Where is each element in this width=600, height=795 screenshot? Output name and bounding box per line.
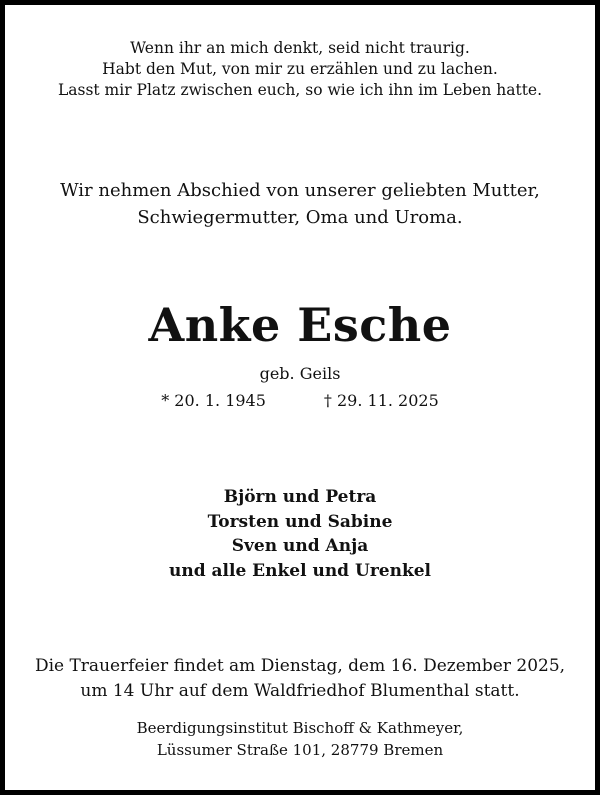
undertaker-line: Beerdigungsinstitut Bischoff & Kathmeyer, <box>136 719 464 737</box>
death-date: † 29. 11. 2025 <box>323 391 439 410</box>
family-member: Sven und Anja <box>231 536 369 556</box>
maiden-name: geb. Geils <box>259 364 341 383</box>
life-dates <box>5 389 595 413</box>
undertaker-line: Lüssumer Straße 101, 28779 Bremen <box>156 741 444 759</box>
poem <box>5 38 595 101</box>
poem-line: Lasst mir Platz zwischen euch, so wie ich ihn im Leben hatte. <box>57 81 543 99</box>
birth-date: * 20. 1. 1945 <box>161 391 266 410</box>
ceremony-info <box>5 654 595 703</box>
ceremony-line: um 14 Uhr auf dem Waldfriedhof Blumenthal statt. <box>80 680 520 701</box>
farewell-intro <box>5 177 595 231</box>
poem-line: Habt den Mut, von mir zu erzählen und zu lachen. <box>102 60 498 78</box>
intro-line: Wir nehmen Abschied von unserer geliebten Mutter, <box>60 180 540 201</box>
family-member: Torsten und Sabine <box>207 511 393 532</box>
family-member: Björn und Petra <box>223 487 377 507</box>
family-member: und alle Enkel und Urenkel <box>168 560 431 581</box>
family-list <box>5 485 595 583</box>
deceased-name: Anke Esche <box>148 298 452 352</box>
intro-line: Schwiegermutter, Oma und Uroma. <box>137 207 463 228</box>
poem-line: Wenn ihr an mich denkt, seid nicht traurig. <box>130 39 470 57</box>
undertaker-info <box>5 717 595 761</box>
ceremony-line: Die Trauerfeier findet am Dienstag, dem 16. Dezember 2025, <box>34 656 566 676</box>
